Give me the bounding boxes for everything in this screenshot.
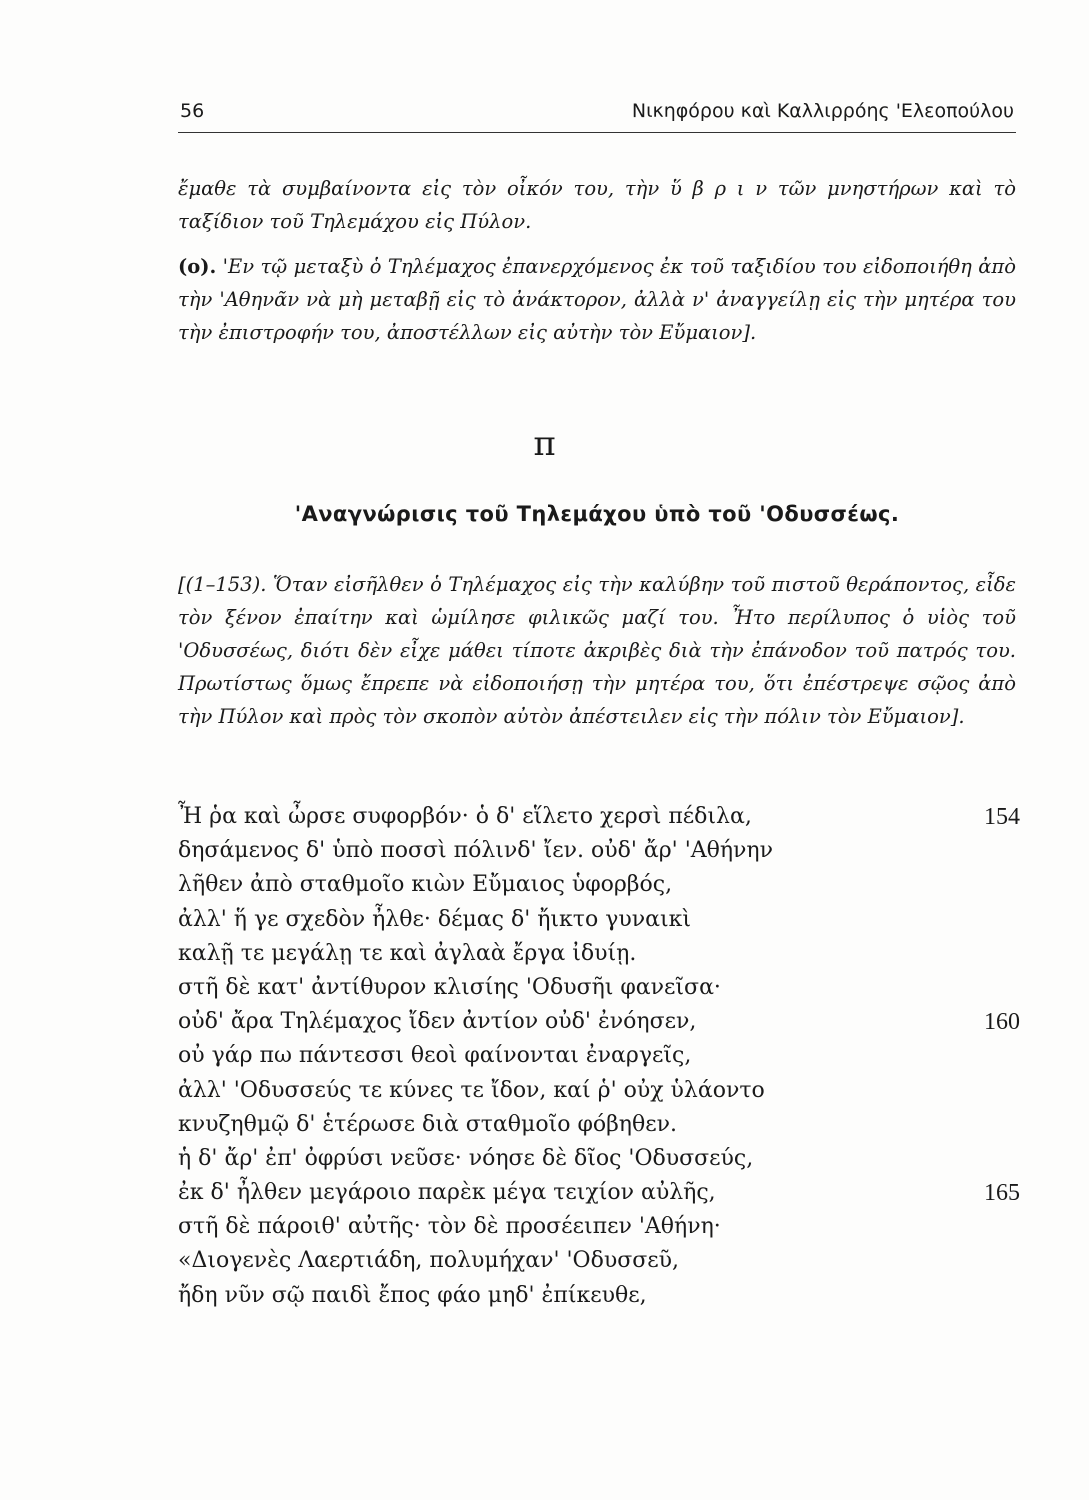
verse-text: Ἦ ῥα καὶ ὦρσε συφορβόν· ὁ δ' εἵλετο χερσὶ πέδιλα,: [178, 804, 752, 829]
verse-text: λῆθεν ἀπὸ σταθμοῖο κιὼν Εὔμαιος ὑφορβός,: [178, 872, 673, 898]
verse-text: ἀλλ' 'Οδυσσεύς τε κύνες τε ἴδον, καί ῥ' οὐχ ὑλάοντο: [178, 1077, 765, 1103]
verse-text: «Διογενὲς Λαερτιάδη, πολυμήχαν' 'Οδυσσεῦ,: [178, 1248, 680, 1274]
verse-line: [178, 868, 1020, 902]
verse-block: [178, 800, 1020, 1313]
verse-number: 165: [984, 1180, 1020, 1207]
verse-text: κνυζηθμῷ δ' ἑτέρωσε διὰ σταθμοῖο φόβηθεν.: [178, 1111, 677, 1137]
verse-text: στῆ δὲ πάροιθ' αὐτῆς· τὸν δὲ προσέειπεν 'Αθήνη·: [178, 1214, 721, 1240]
section-o-marker: (ο).: [178, 255, 217, 278]
verse-text: οὐδ' ἄρα Τηλέμαχος ἴδεν ἀντίον οὐδ' ἐνόησεν,: [178, 1009, 697, 1035]
verse-line: [178, 1074, 1020, 1108]
verse-text: ἐκ δ' ἦλθεν μεγάροιο παρὲκ μέγα τειχίον αὐλῆς,: [178, 1180, 716, 1206]
verse-line: [178, 1279, 1020, 1313]
verse-line: [178, 800, 1020, 834]
verse-line: [178, 971, 1020, 1005]
header-title: Νικηφόρου καὶ Καλλιρρόης 'Ελεοπούλου: [631, 100, 1014, 122]
verse-line: [178, 1244, 1020, 1278]
verse-line: [178, 937, 1020, 971]
verse-text: ἀλλ' ἥ γε σχεδὸν ἦλθε· δέμας δ' ἤικτο γυναικὶ: [178, 906, 691, 932]
section-title: 'Αναγνώρισις τοῦ Τηλεμάχου ὑπὸ τοῦ 'Οδυσσέως.: [294, 502, 900, 526]
verse-line: [178, 834, 1020, 868]
verse-text: στῆ δὲ κατ' ἀντίθυρον κλισίης 'Οδυσῆι φανεῖσα·: [178, 974, 721, 1000]
summary-o-text: 'Εν τῷ μεταξὺ ὁ Τηλέμαχος ἐπανερχόμενος ἐκ τοῦ ταξιδίου του εἰδοποιήθη ἀπὸ τὴν 'Αθηνᾶν νὰ μὴ μεταβῇ εἰς τὸ ἀνάκτορον, ἀλλὰ ν' ἀναγγείλῃ εἰς τὴν μητέρα του τὴν ἐπιστροφήν του, ἀποστέλλων εἰς αὐτὴν τὸν Εὔμαιον].: [178, 255, 1016, 344]
summary-previous-book: [178, 172, 1016, 238]
section-letter: π: [533, 424, 556, 464]
verse-line: [178, 1108, 1020, 1142]
verse-text: δησάμενος δ' ὑπὸ ποσσὶ πόλινδ' ἴεν. οὐδ' ἄρ' 'Αθήνην: [178, 838, 773, 864]
verse-text: ἤδη νῦν σῷ παιδὶ ἔπος φάο μηδ' ἐπίκευθε,: [178, 1282, 647, 1308]
verse-line: [178, 1176, 1020, 1210]
summary-pi-text: [(1–153). Ὅταν εἰσῆλθεν ὁ Τηλέμαχος εἰς τὴν καλύβην τοῦ πιστοῦ θεράποντος, εἶδε τὸν ξένον ἐπαίτην καὶ ὡμίλησε φιλικῶς μαζί του. Ἦτο περίλυπος ὁ υἱὸς τοῦ 'Οδυσσέως, διότι δὲν εἶχε μάθει τίποτε ἀκριβὲς διὰ τὴν ἐπάνοδον τοῦ πατρός του. Πρωτίστως ὅμως ἔπρεπε νὰ εἰδοποιήσῃ τὴν μητέρα του, ὅτι ἐπέστρεψε σῷος ἀπὸ τὴν Πύλον καὶ πρὸς τὸν σκοπὸν αὐτὸν ἀπέστειλεν εἰς τὴν πόλιν τὸν Εὔμαιον].: [178, 573, 1016, 728]
running-head: [178, 96, 1016, 133]
summary-section-pi: [178, 568, 1016, 733]
summary-previous-text: ἔμαθε τὰ συμβαίνοντα εἰς τὸν οἶκόν του, τὴν ὕ β ρ ι ν τῶν μνηστήρων καὶ τὸ ταξίδιον τοῦ Τηλεμάχου εἰς Πύλον.: [178, 177, 1016, 233]
verse-line: [178, 1210, 1020, 1244]
verse-number: 154: [984, 804, 1020, 830]
verse-line: [178, 1142, 1020, 1176]
verse-text: οὐ γάρ πω πάντεσσι θεοὶ φαίνονται ἐναργεῖς,: [178, 1043, 692, 1069]
verse-line: [178, 1039, 1020, 1073]
verse-line: [178, 903, 1020, 937]
verse-text: ἡ δ' ἄρ' ἐπ' ὀφρύσι νεῦσε· νόησε δὲ δῖος 'Οδυσσεύς,: [178, 1145, 754, 1171]
summary-section-o: [178, 250, 1016, 349]
verse-number: 160: [984, 1009, 1020, 1036]
verse-line: [178, 1005, 1020, 1039]
page-number: 56: [180, 100, 205, 122]
verse-text: καλῇ τε μεγάλῃ τε καὶ ἀγλαὰ ἔργα ἰδυίῃ.: [178, 940, 637, 966]
